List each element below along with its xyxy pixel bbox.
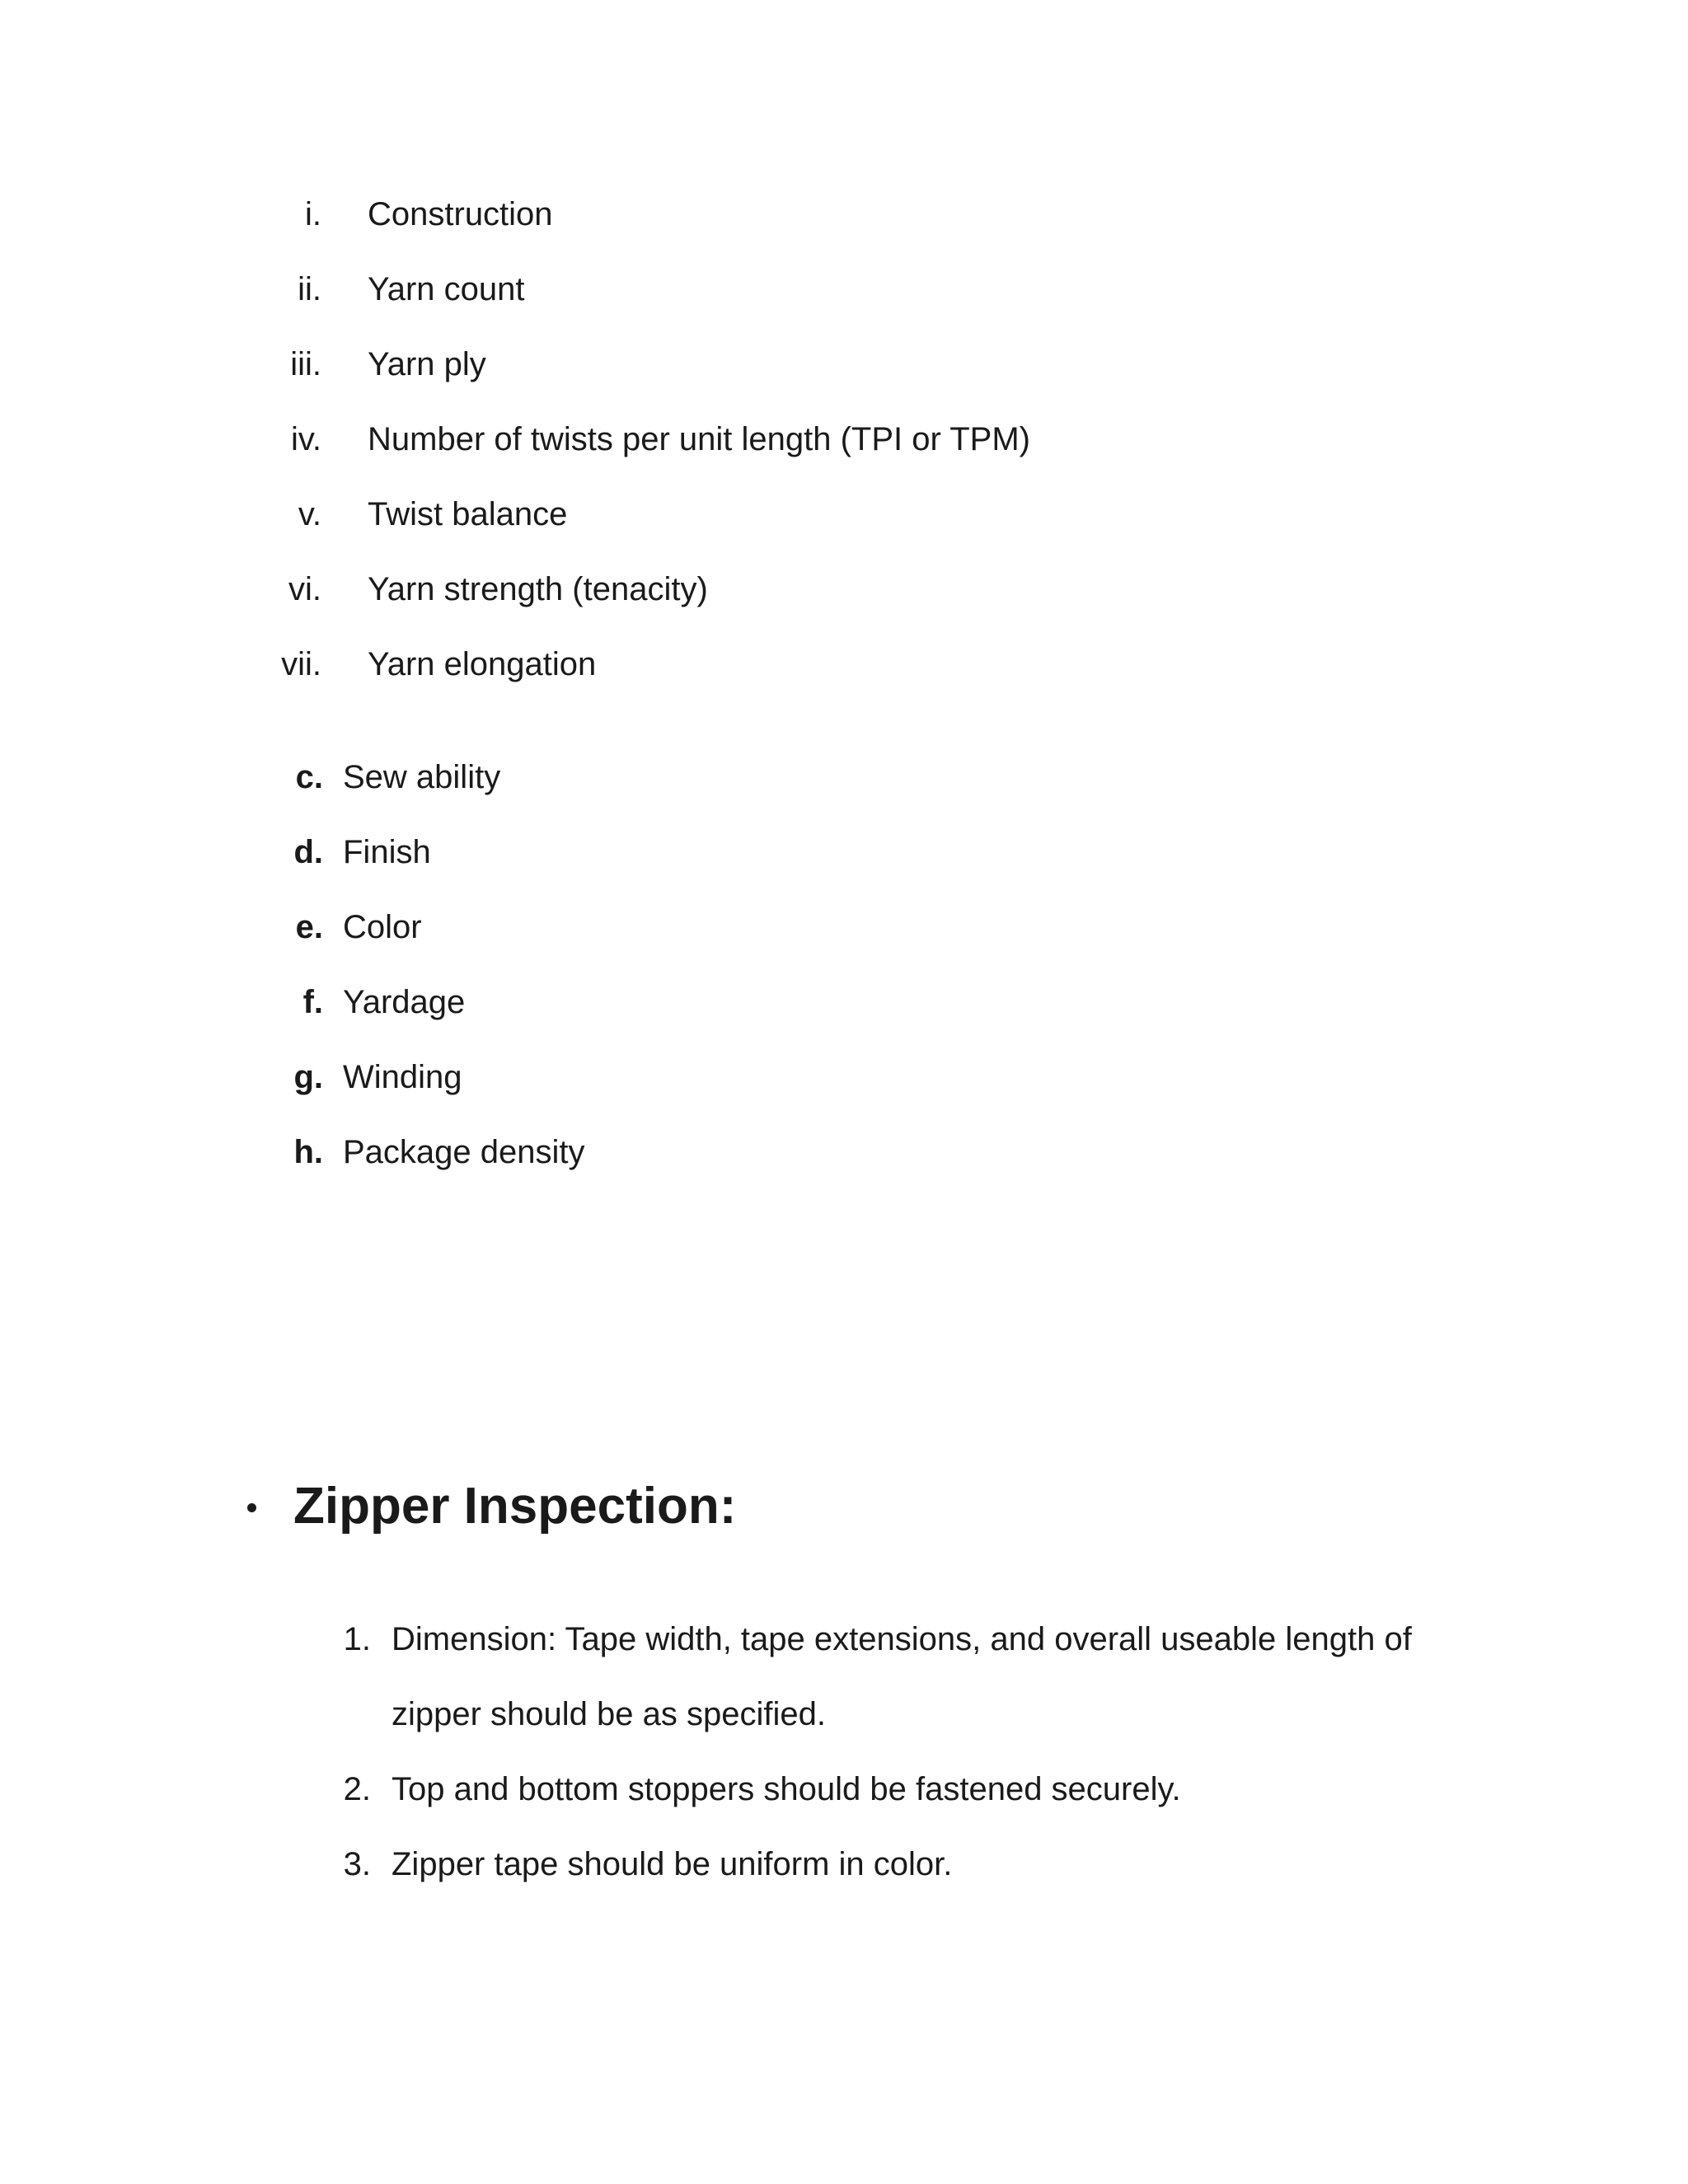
list-marker: vi. [288, 571, 321, 607]
list-marker: i. [305, 196, 321, 232]
list-item-text: Yarn count [368, 271, 525, 307]
list-item-text: Twist balance [368, 496, 568, 532]
list-item-text: Number of twists per unit length (TPI or TPM) [368, 421, 1030, 457]
list-item-text: Finish [343, 834, 431, 870]
section-title: Zipper Inspection: [293, 1478, 737, 1535]
list-marker: c. [295, 759, 323, 795]
list-item-text: Zipper tape should be uniform in color. [392, 1846, 953, 1882]
list-item-text: Yarn ply [368, 346, 486, 382]
list-marker: h. [293, 1134, 323, 1170]
list-marker: 3. [343, 1846, 371, 1882]
list-item-text: Top and bottom stoppers should be fastened securely. [392, 1771, 1181, 1807]
list-marker: 1. [343, 1621, 371, 1657]
list-marker: vii. [281, 646, 321, 682]
list-marker: iii. [290, 346, 321, 382]
list-marker: iv. [290, 421, 321, 457]
list-marker: v. [298, 496, 321, 532]
list-item-text: Yardage [343, 984, 466, 1020]
list-marker: e. [295, 909, 323, 945]
list-item-text: Yarn elongation [368, 646, 597, 682]
list-item-text: Construction [368, 196, 553, 232]
list-item-text: Yarn strength (tenacity) [368, 571, 708, 607]
list-item-text: Package density [343, 1134, 585, 1170]
list-item-text: Dimension: Tape width, tape extensions, and overall useable length of zipper should be as specified. [392, 1621, 1412, 1732]
bullet-icon [247, 1503, 256, 1512]
list-marker: g. [293, 1059, 323, 1095]
list-marker: ii. [298, 271, 321, 307]
list-item-text: Sew ability [343, 759, 501, 795]
list-marker: 2. [343, 1771, 371, 1807]
list-marker: f. [302, 984, 323, 1020]
list-item-text: Color [343, 909, 422, 945]
list-marker: d. [293, 834, 323, 870]
list-item-text: Winding [343, 1059, 462, 1095]
